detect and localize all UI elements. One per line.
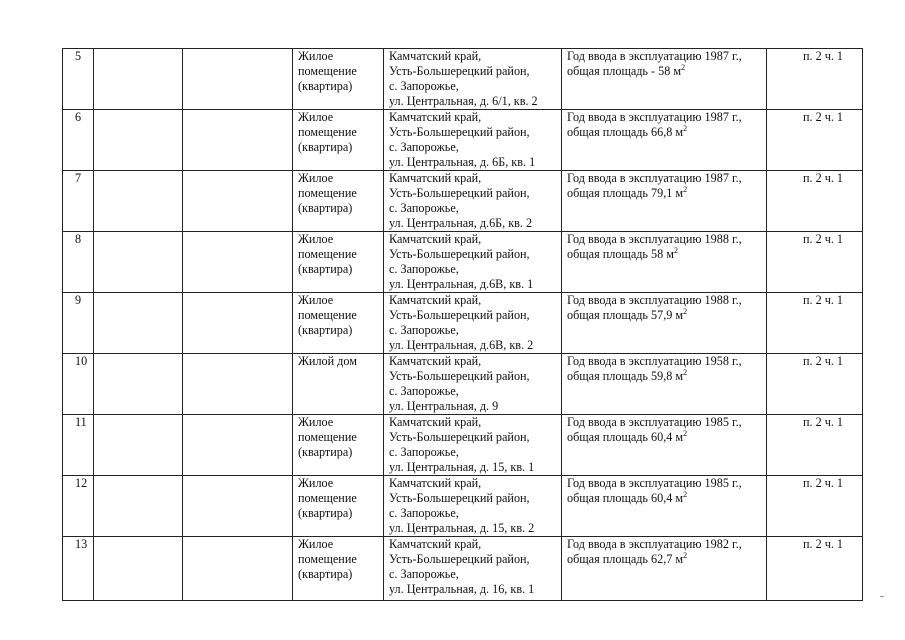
object-address: Камчатский край, Усть-Большерецкий район, с. Запорожье, ул. Центральная, д. 6Б, кв. 1 [384, 110, 562, 171]
row-number: 9 [63, 293, 94, 354]
object-name: Жилое помещение (квартира) [293, 171, 384, 232]
row-number: 6 [63, 110, 94, 171]
object-name: Жилое помещение (квартира) [293, 232, 384, 293]
object-address: Камчатский край, Усть-Большерецкий район, с. Запорожье, ул. Центральная, д. 15, кв. 1 [384, 415, 562, 476]
empty-cell [183, 232, 293, 293]
area-unit-exponent: 2 [683, 124, 688, 133]
area-unit-exponent: 2 [681, 63, 686, 72]
object-characteristics: Год ввода в эксплуатацию 1985 г., общая площадь 60,4 $м^2$ [562, 476, 767, 537]
empty-cell [183, 110, 293, 171]
object-characteristics: Год ввода в эксплуатацию 1988 г., общая площадь 58 $м^2$ [562, 232, 767, 293]
legal-basis: п. 2 ч. 1 [767, 293, 863, 354]
empty-cell [183, 476, 293, 537]
empty-cell [94, 537, 183, 601]
table-row [63, 232, 863, 293]
legal-basis: п. 2 ч. 1 [767, 171, 863, 232]
object-name: Жилое помещение (квартира) [293, 476, 384, 537]
empty-cell [183, 171, 293, 232]
table-row [63, 110, 863, 171]
object-name: Жилое помещение (квартира) [293, 415, 384, 476]
row-number: 12 [63, 476, 94, 537]
object-name: Жилой дом [293, 354, 384, 415]
empty-cell [183, 415, 293, 476]
empty-cell [183, 537, 293, 601]
empty-cell [94, 171, 183, 232]
legal-basis: п. 2 ч. 1 [767, 537, 863, 601]
object-name: Жилое помещение (квартира) [293, 49, 384, 110]
legal-basis: п. 2 ч. 1 [767, 49, 863, 110]
object-characteristics: Год ввода в эксплуатацию 1982 г., общая площадь 62,7 $м^2$ [562, 537, 767, 601]
table-row [63, 293, 863, 354]
table-row [63, 49, 863, 110]
empty-cell [94, 232, 183, 293]
empty-cell [183, 293, 293, 354]
legal-basis: п. 2 ч. 1 [767, 232, 863, 293]
legal-basis: п. 2 ч. 1 [767, 415, 863, 476]
empty-cell [94, 49, 183, 110]
object-address: Камчатский край, Усть-Большерецкий район, с. Запорожье, ул. Центральная, д. 9 [384, 354, 562, 415]
object-characteristics: Год ввода в эксплуатацию 1987 г., общая площадь 66,8 $м^2$ [562, 110, 767, 171]
empty-cell [183, 49, 293, 110]
object-name: Жилое помещение (квартира) [293, 293, 384, 354]
legal-basis: п. 2 ч. 1 [767, 476, 863, 537]
table-row [63, 171, 863, 232]
legal-basis: п. 2 ч. 1 [767, 110, 863, 171]
area-unit-exponent: 2 [683, 185, 688, 194]
empty-cell [183, 354, 293, 415]
legal-basis: п. 2 ч. 1 [767, 354, 863, 415]
area-unit-exponent: 2 [674, 246, 678, 255]
scan-speck [880, 596, 884, 597]
row-number: 5 [63, 49, 94, 110]
object-characteristics: Год ввода в эксплуатацию 1987 г., общая площадь - 58 $м^2$ [562, 49, 767, 110]
object-address: Камчатский край, Усть-Большерецкий район, с. Запорожье, ул. Центральная, д.6В, кв. 1 [384, 232, 562, 293]
object-name: Жилое помещение (квартира) [293, 537, 384, 601]
object-name: Жилое помещение (квартира) [293, 110, 384, 171]
table-row [63, 415, 863, 476]
object-address: Камчатский край, Усть-Большерецкий район, с. Запорожье, ул. Центральная, д.6В, кв. 2 [384, 293, 562, 354]
object-characteristics: Год ввода в эксплуатацию 1985 г., общая площадь 60,4 $м^2$ [562, 415, 767, 476]
area-unit-exponent: 2 [683, 490, 688, 499]
area-unit-exponent: 2 [683, 429, 688, 438]
row-number: 7 [63, 171, 94, 232]
empty-cell [94, 354, 183, 415]
table-row [63, 354, 863, 415]
registry-body [63, 49, 863, 601]
table-row [63, 537, 863, 601]
object-address: Камчатский край, Усть-Большерецкий район, с. Запорожье, ул. Центральная, д. 16, кв. 1 [384, 537, 562, 601]
object-address: Камчатский край, Усть-Большерецкий район, с. Запорожье, ул. Центральная, д. 15, кв. 2 [384, 476, 562, 537]
row-number: 10 [63, 354, 94, 415]
empty-cell [94, 415, 183, 476]
object-characteristics: Год ввода в эксплуатацию 1958 г., общая площадь 59,8 $м^2$ [562, 354, 767, 415]
row-number: 11 [63, 415, 94, 476]
area-unit-exponent: 2 [683, 307, 688, 316]
area-unit-exponent: 2 [683, 368, 688, 377]
object-address: Камчатский край, Усть-Большерецкий район, с. Запорожье, ул. Центральная, д.6Б, кв. 2 [384, 171, 562, 232]
empty-cell [94, 293, 183, 354]
object-characteristics: Год ввода в эксплуатацию 1988 г., общая площадь 57,9 $м^2$ [562, 293, 767, 354]
area-unit-exponent: 2 [683, 551, 688, 560]
row-number: 13 [63, 537, 94, 601]
row-number: 8 [63, 232, 94, 293]
property-registry-table [62, 48, 863, 601]
object-characteristics: Год ввода в эксплуатацию 1987 г., общая площадь 79,1 $м^2$ [562, 171, 767, 232]
table-row [63, 476, 863, 537]
object-address: Камчатский край, Усть-Большерецкий район, с. Запорожье, ул. Центральная, д. 6/1, кв. 2 [384, 49, 562, 110]
empty-cell [94, 476, 183, 537]
empty-cell [94, 110, 183, 171]
